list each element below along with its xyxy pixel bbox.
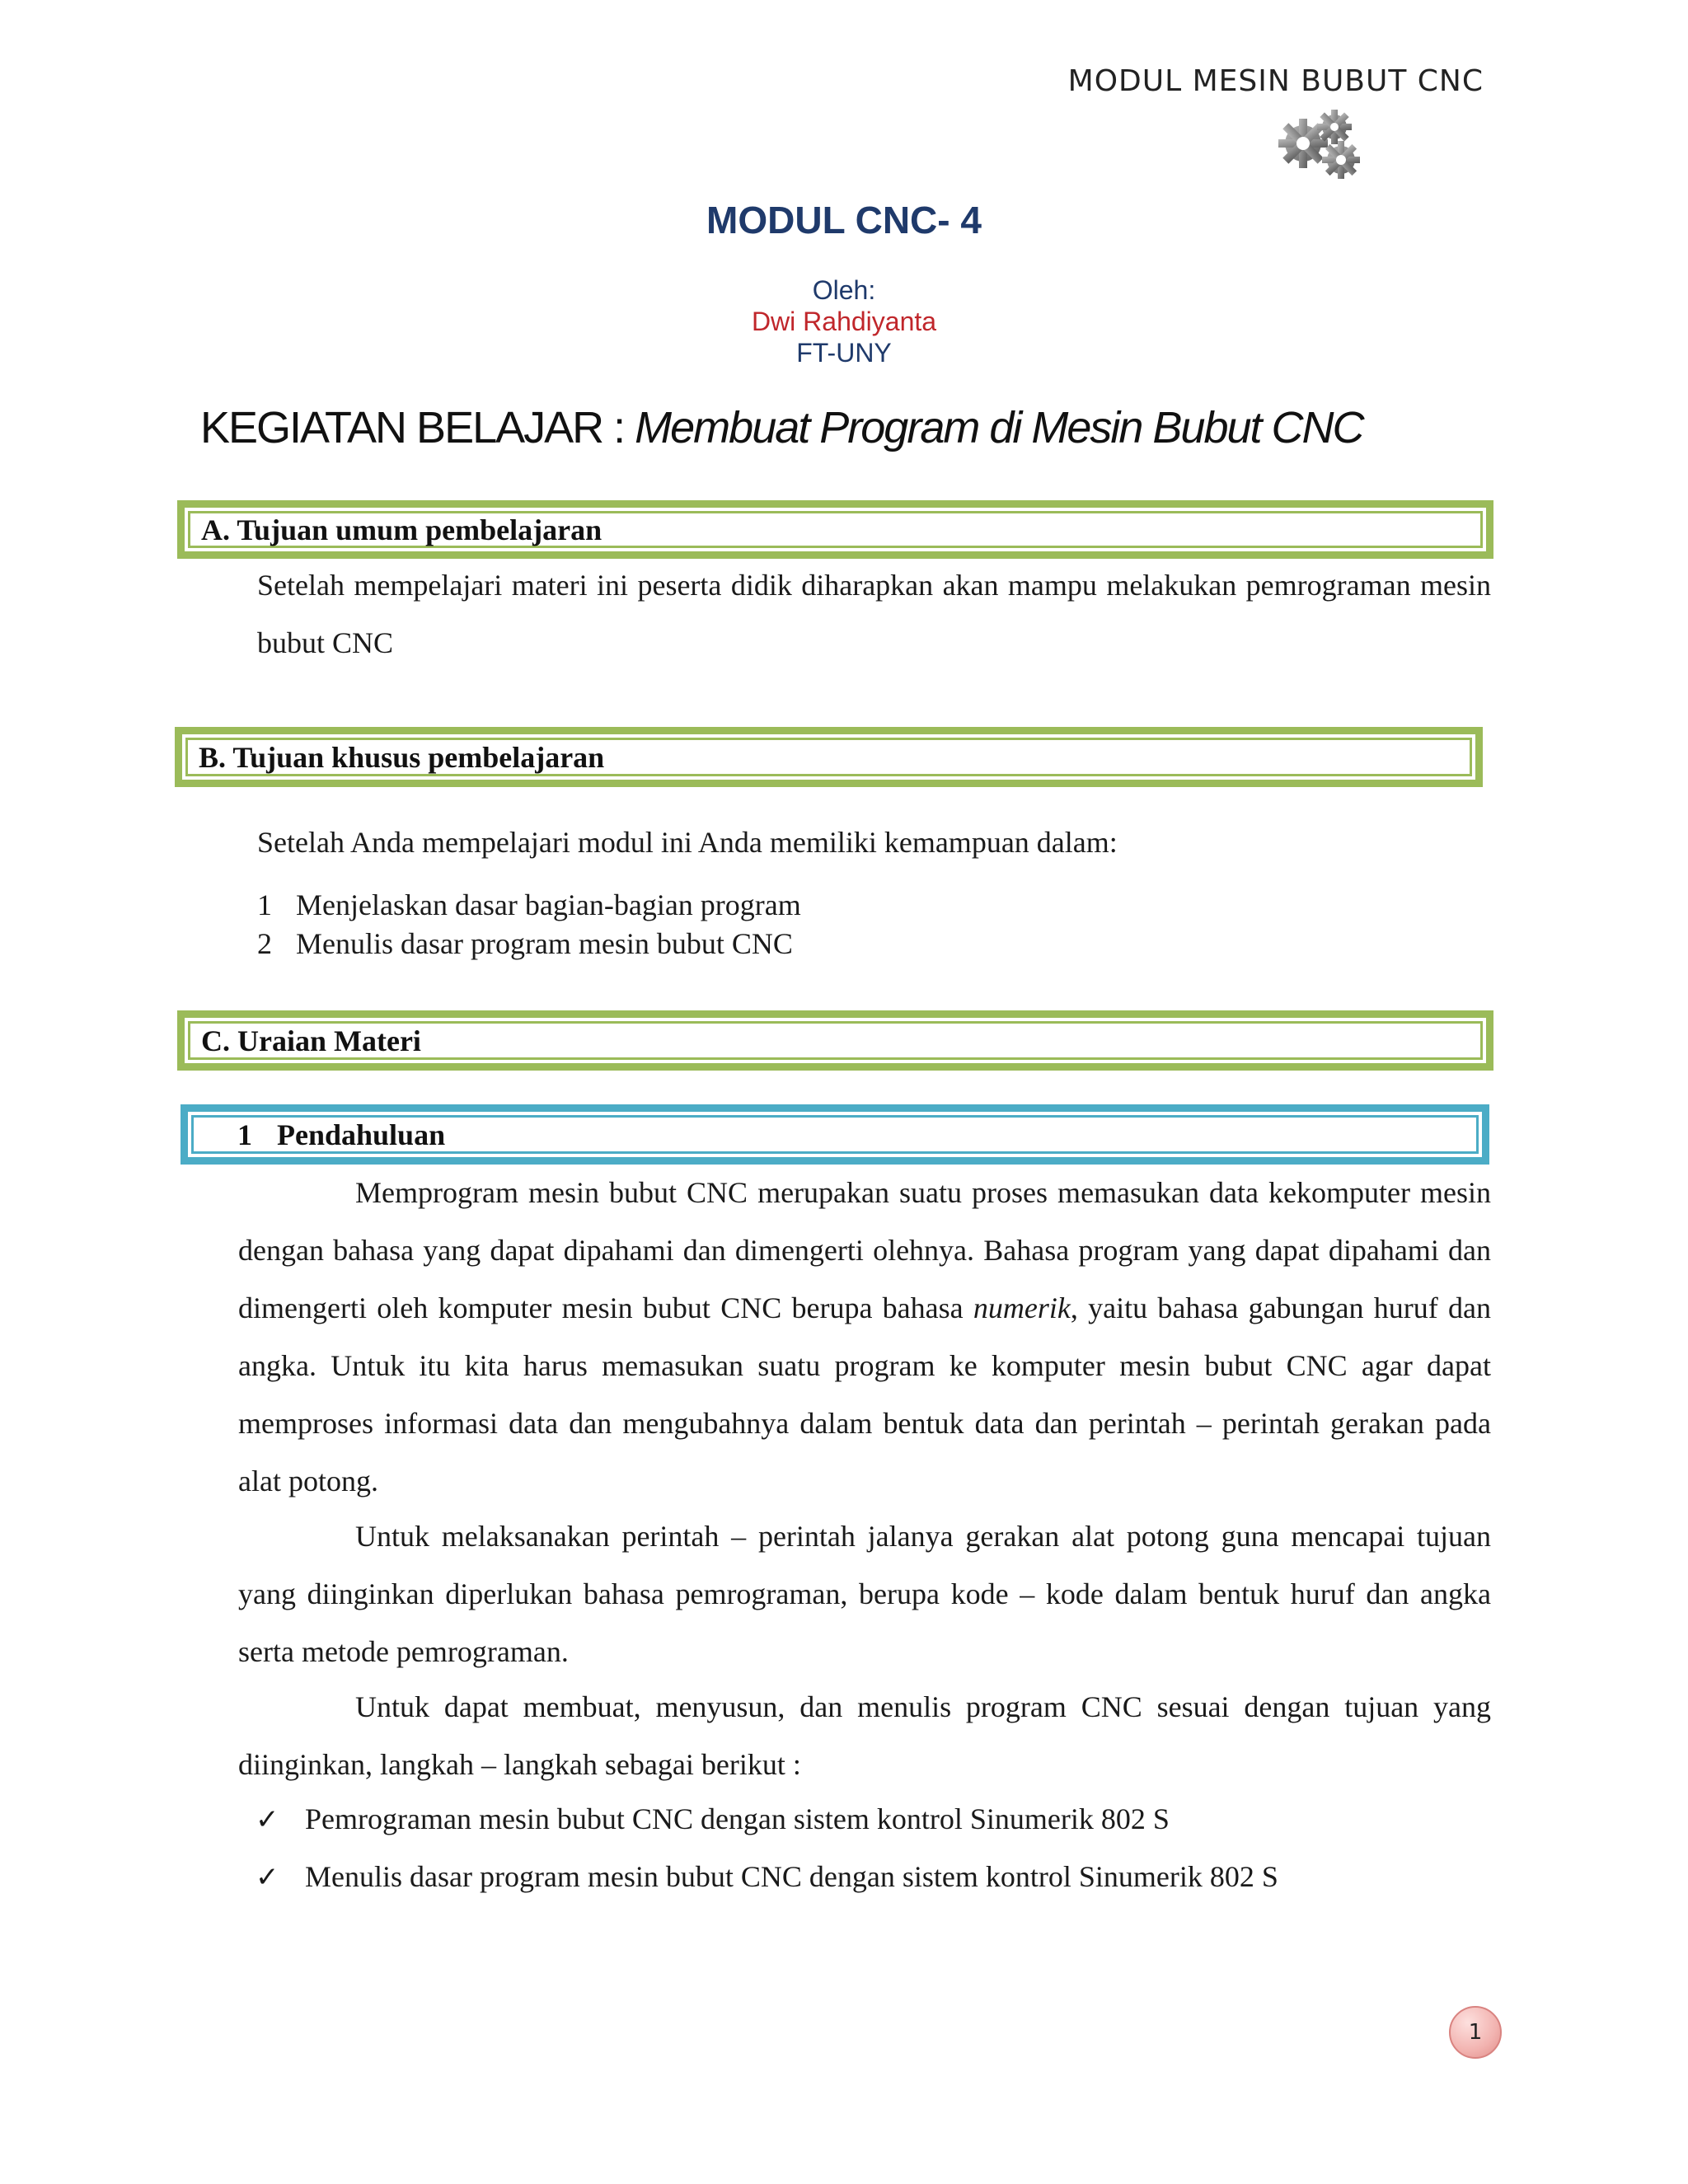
objective-item (257, 886, 801, 924)
gears-icon (1273, 105, 1372, 188)
running-header: MODUL MESIN BUBUT CNC (1067, 64, 1484, 98)
intro-paragraph-1-emphasis: numerik (973, 1291, 1071, 1324)
section-a-heading: A. Tujuan umum pembelajaran (201, 513, 603, 546)
intro-paragraph-1-part-2: , yaitu bahasa gabungan huruf dan angka. Untuk itu kita harus memasukan suatu program ke komputer mesin bubut CNC agar dapat memproses informasi data dan mengubahnya dalam bentuk data dan perintah – perintah gerakan pada alat potong. (238, 1291, 1491, 1497)
checklist-item (256, 1859, 1278, 1894)
page-number: 1 (1468, 2020, 1483, 2045)
checklist-item (256, 1802, 1170, 1836)
objective-number: 2 (257, 927, 272, 960)
module-title: MODUL CNC- 4 (706, 199, 982, 241)
subsection-1-title: Pendahuluan (277, 1118, 446, 1151)
objective-text: Menjelaskan dasar bagian-bagian program (296, 888, 801, 921)
byline-label: Oleh: (812, 275, 876, 305)
checkmark-icon: ✓ (256, 1861, 279, 1894)
author-name: Dwi Rahdiyanta (751, 307, 937, 336)
section-a-text: Setelah mempelajari materi ini peserta didik diharapkan akan mampu melakukan pemrograman mesin bubut CNC (257, 569, 1491, 659)
section-b-heading: B. Tujuan khusus pembelajaran (199, 740, 605, 774)
activity-heading (200, 402, 1363, 453)
section-c-heading-box (177, 1010, 1493, 1071)
subsection-1-number: 1 (237, 1118, 252, 1151)
activity-topic: Membuat Program di Mesin Bubut CNC (635, 403, 1363, 452)
checklist-text: Pemrograman mesin bubut CNC dengan sistem kontrol Sinumerik 802 S (305, 1802, 1170, 1835)
objective-item (257, 925, 793, 963)
activity-label: KEGIATAN BELAJAR (200, 403, 603, 452)
activity-separator: : (603, 403, 635, 452)
intro-paragraph-1-part-1: Memprogram mesin bubut CNC merupakan suatu proses memasukan data kekomputer mesin dengan bahasa yang dapat dipahami dan dimengerti olehnya. Bahasa program yang dapat dipahami dan dimengerti oleh komputer mesin bubut CNC berupa bahasa (238, 1176, 1491, 1324)
intro-paragraph-2: Untuk melaksanakan perintah – perintah jalanya gerakan alat potong guna mencapai tujuan yang diinginkan diperlukan bahasa pemrograman, berupa kode – kode dalam bentuk huruf dan angka serta metode pemrograman. (238, 1520, 1491, 1668)
checklist-text: Menulis dasar program mesin bubut CNC dengan sistem kontrol Sinumerik 802 S (305, 1860, 1278, 1893)
section-b-heading-box (175, 727, 1483, 787)
author-institution: FT-UNY (796, 338, 892, 368)
subsection-1-heading (237, 1112, 445, 1157)
intro-paragraph-1 (238, 1164, 1491, 1510)
objective-text: Menulis dasar program mesin bubut CNC (296, 927, 793, 960)
intro-paragraph-3: Untuk dapat membuat, menyusun, dan menulis program CNC sesuai dengan tujuan yang diinginkan, langkah – langkah sebagai berikut : (238, 1690, 1491, 1781)
objective-number: 1 (257, 888, 272, 921)
page-number-badge (1449, 2006, 1502, 2059)
section-a-heading-box (177, 500, 1493, 559)
section-b-intro: Setelah Anda mempelajari modul ini Anda memiliki kemampuan dalam: (257, 826, 1118, 859)
checkmark-icon: ✓ (256, 1803, 279, 1836)
subsection-1-heading-box (181, 1104, 1489, 1165)
section-c-heading: C. Uraian Materi (201, 1024, 421, 1057)
